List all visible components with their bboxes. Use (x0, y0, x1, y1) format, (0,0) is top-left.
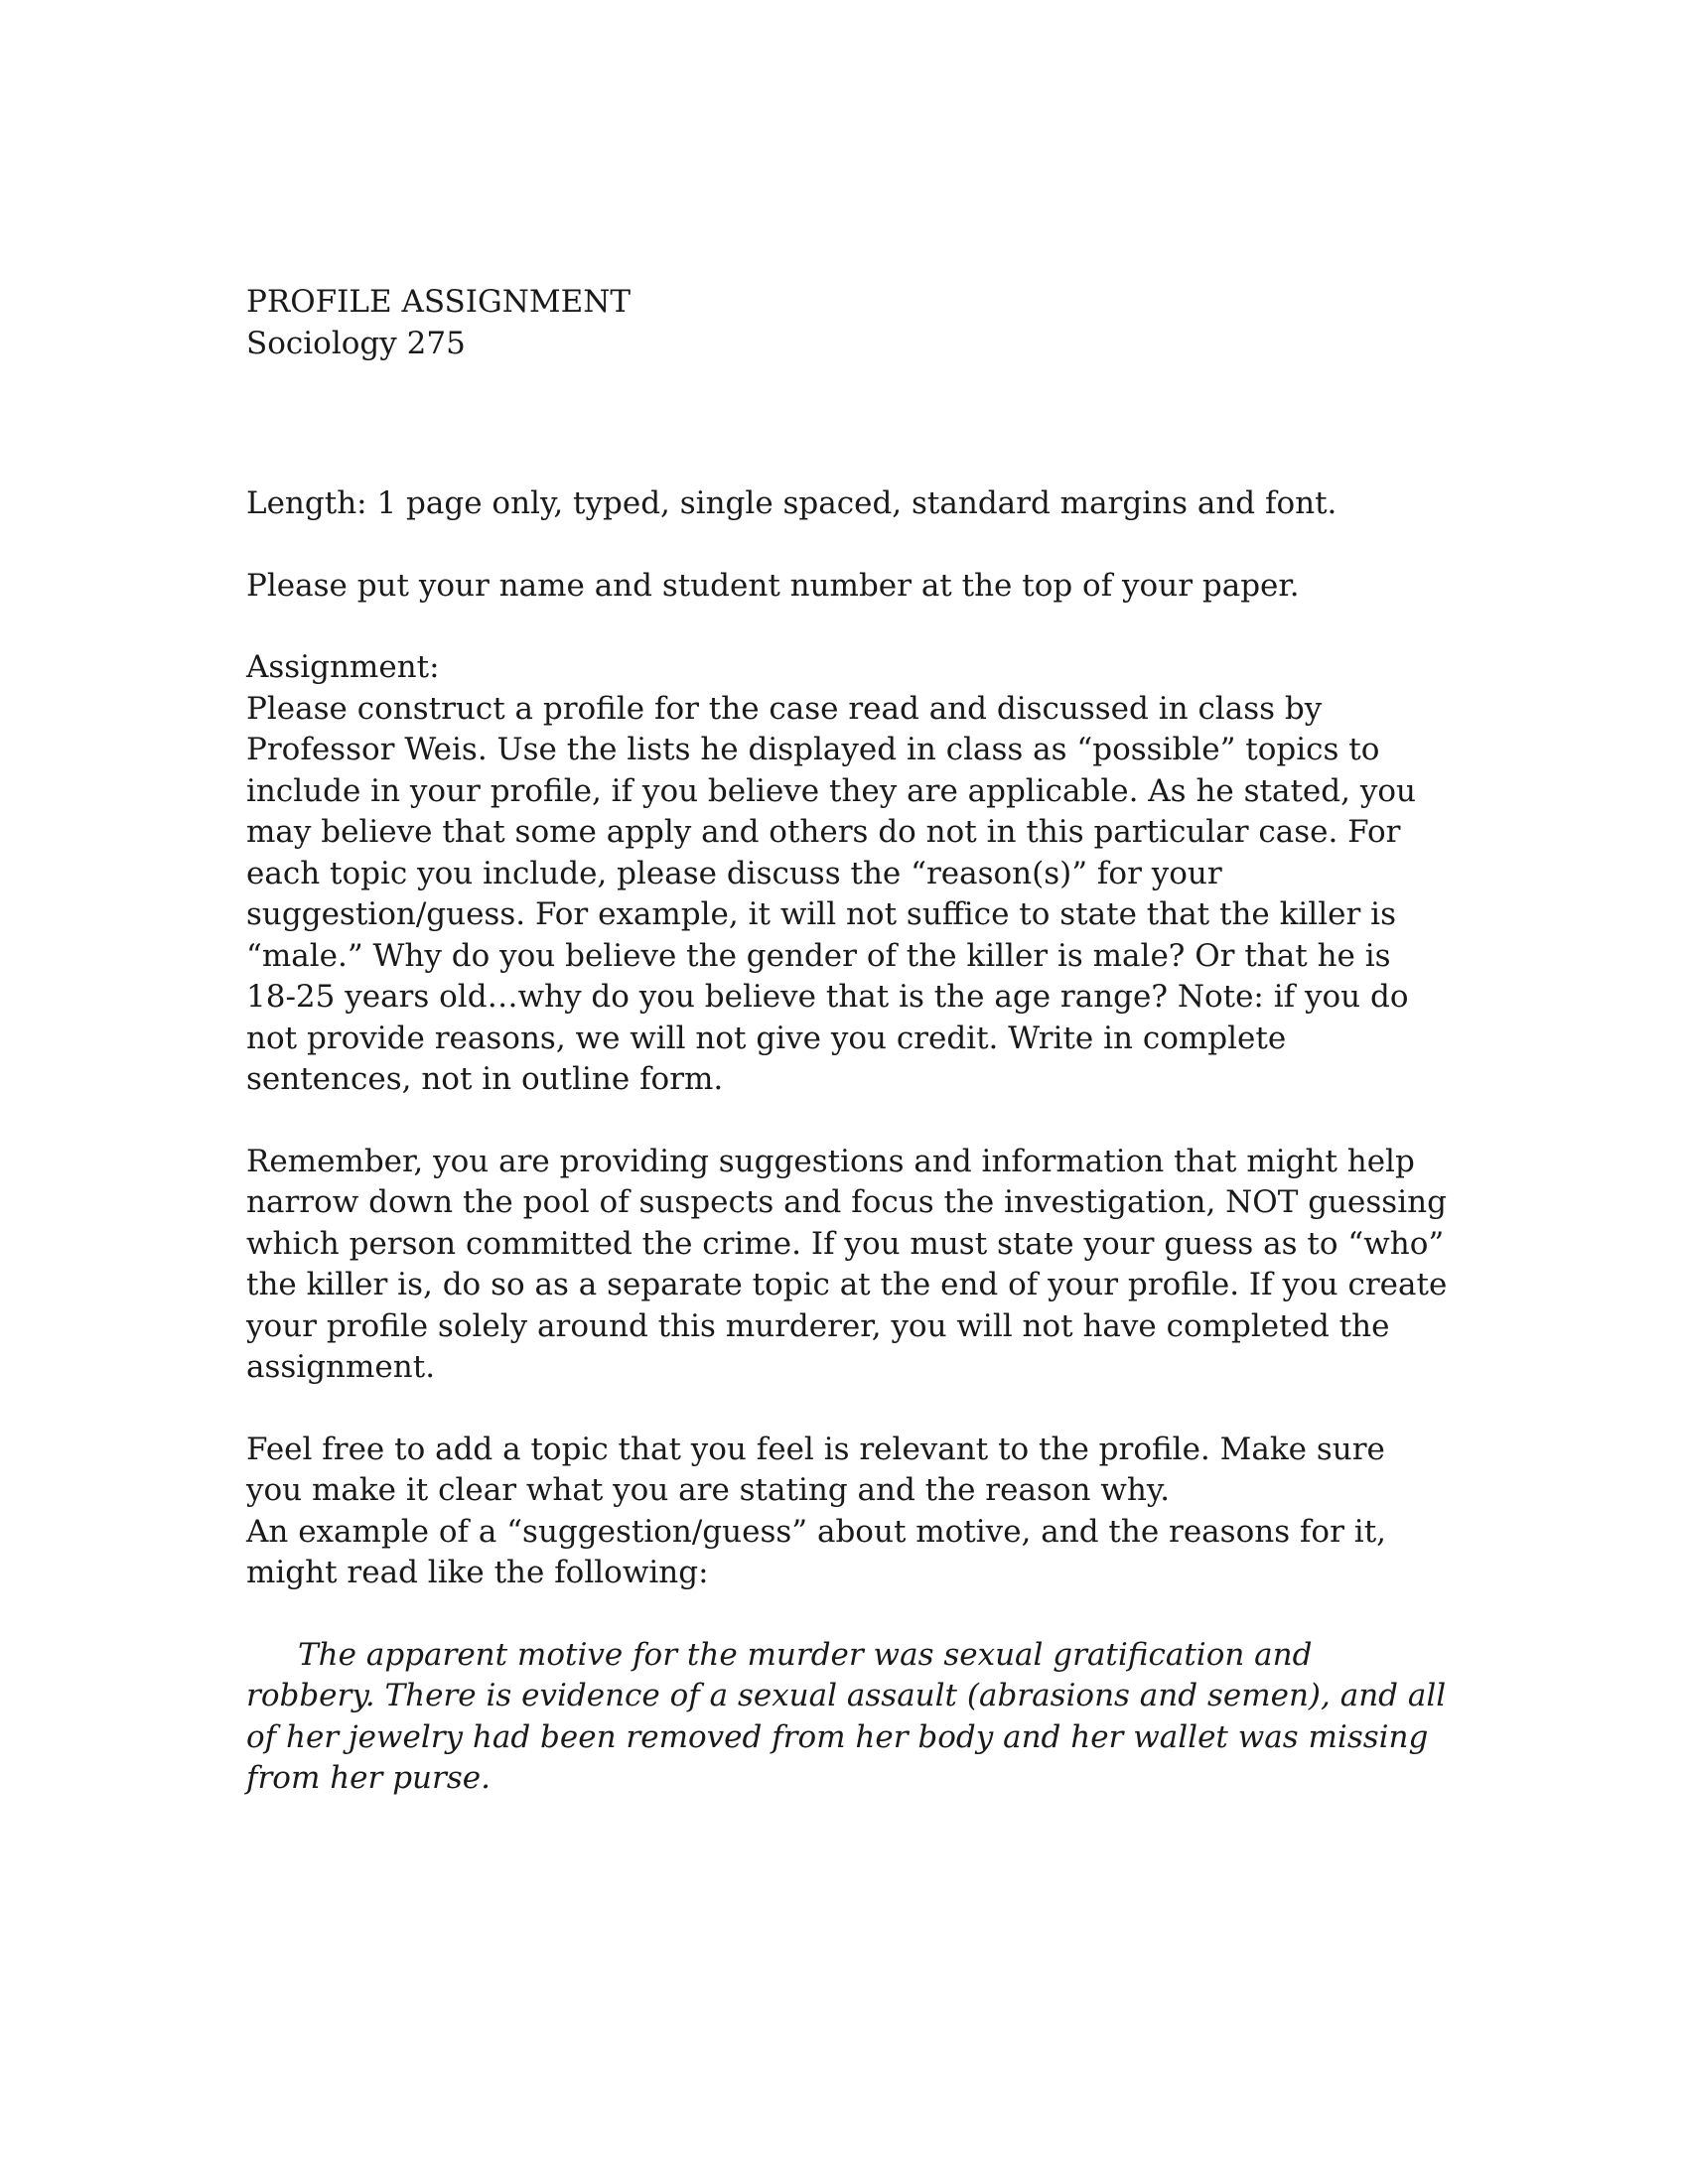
spacer (246, 1101, 1448, 1142)
spacer (246, 1594, 1448, 1635)
name-instruction: Please put your name and student number at the top of your paper. (246, 567, 1300, 604)
spacer (246, 525, 1448, 566)
example-intro: An example of a “suggestion/guess” about motive, and the reasons for it, might read like the following: (246, 1513, 1386, 1590)
document-content (246, 282, 1448, 1800)
example-paragraph: The apparent motive for the murder was sexual gratification and robbery. There is evidence of a sexual assault (abrasions and semen), and all of her jewelry had been removed from her body and her wallet was missing from her purse. (246, 1636, 1447, 1796)
remember-paragraph: Remember, you are providing suggestions and information that might help narrow down the pool of suspects and focus the investigation, NOT guessing which person committed the crime. If you must state your guess as to “who” the killer is, do so as a separate topic at the end of your profile. If you create your profile solely around this murderer, you will not have completed the assignment. (246, 1143, 1448, 1385)
assignment-label: Assignment: (246, 649, 440, 685)
spacer (246, 364, 1448, 483)
spacer (246, 607, 1448, 647)
length-requirement: Length: 1 page only, typed, single spaced, standard margins and font. (246, 485, 1337, 521)
assignment-paragraph: Please construct a profile for the case read and discussed in class by Professor Weis. Use the lists he displayed in class as “possible” topics to include in your profile, if you believe they are applicable. As he stated, you may believe that some apply and others do not in this particular case. For each topic you include, please discuss the “reason(s)” for your suggestion/guess. For example, it will not suffice to state that the killer is “male.” Why do you believe the gender of the killer is male? Or that he is 18-25 years old…why do you believe that is the age range? Note: if you do not provide reasons, we will not give you credit. Write in complete sentences, not in outline form. (246, 690, 1416, 1097)
spacer (246, 1389, 1448, 1430)
feel-free-paragraph: Feel free to add a topic that you feel is relevant to the profile. Make sure you make it clear what you are stating and the reason why. (246, 1431, 1385, 1508)
document-title: PROFILE ASSIGNMENT (246, 284, 632, 320)
course-name: Sociology 275 (246, 325, 466, 361)
